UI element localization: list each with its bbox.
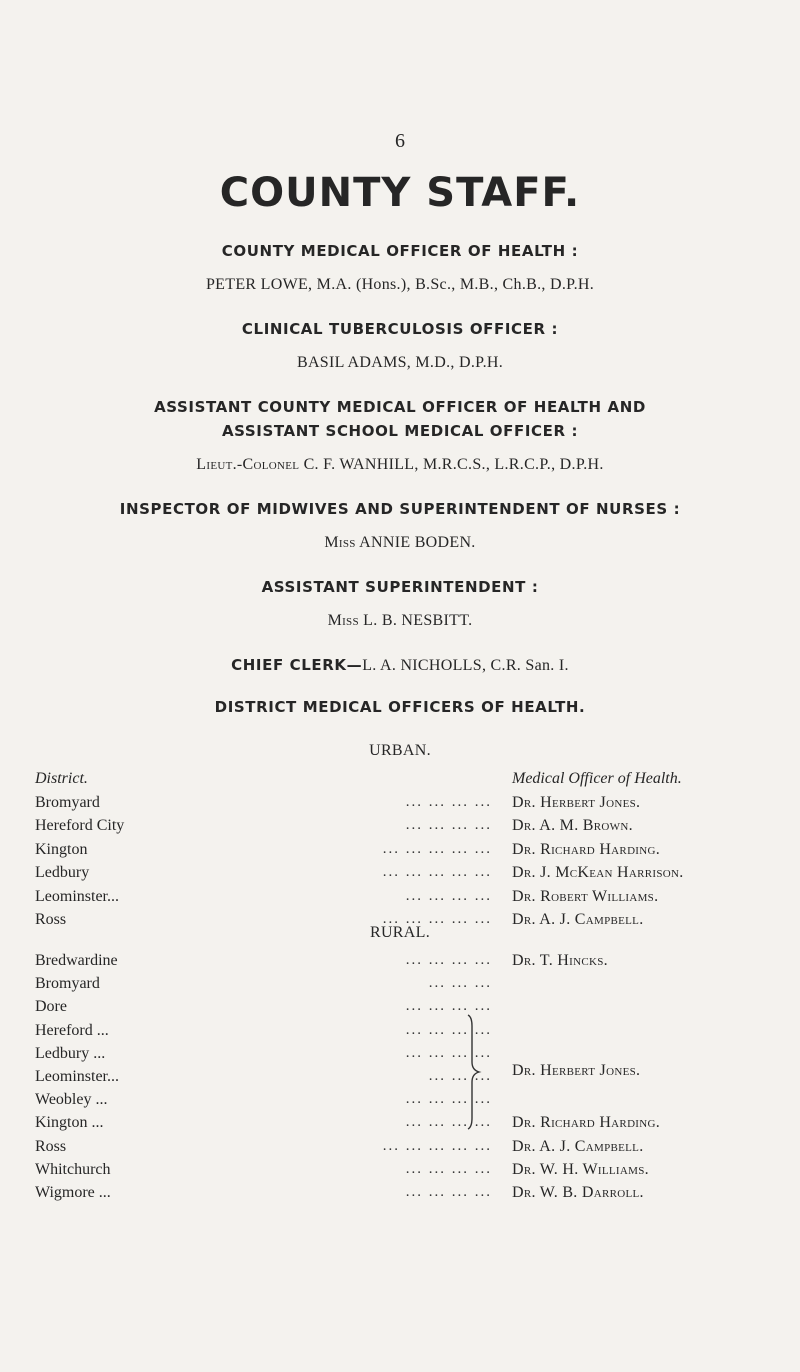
column-header-officer: Medical Officer of Health. — [512, 770, 682, 787]
urban-label: URBAN. — [369, 742, 431, 759]
officer-name: Dr. A. J. Campbell. — [512, 1137, 644, 1155]
district-name: Wigmore ... — [35, 1184, 111, 1201]
officer-role-midwives: INSPECTOR OF MIDWIVES AND SUPERINTENDENT OF NURSES : — [119, 500, 681, 518]
leader-dots: ... ... ... ... — [405, 952, 492, 968]
officer-name-midwives: Miss ANNIE BODEN. — [324, 534, 476, 551]
officer-name-tb: BASIL ADAMS, M.D., D.P.H. — [296, 354, 504, 371]
officer-name: Dr. W. B. Darroll. — [512, 1184, 644, 1201]
leader-dots: ... ... ... ... — [405, 1114, 492, 1131]
leader-dots: ... ... ... ... — [405, 1021, 492, 1038]
leader-dots: ... ... ... ... ... — [382, 911, 492, 927]
leader-dots: ... ... ... ... — [405, 1044, 492, 1061]
leader-dots: ... ... ... ... — [405, 887, 492, 904]
district-name: Ross — [35, 911, 67, 928]
leader-dots: ... ... ... ... — [405, 817, 492, 834]
district-name: Kington ... — [35, 1114, 104, 1132]
column-header-district: District. — [35, 770, 88, 787]
officer-name: Dr. Robert Williams. — [512, 887, 659, 905]
leader-dots: ... ... ... ... ... — [382, 1137, 492, 1154]
leader-dots: ... ... ... ... — [405, 794, 492, 810]
officer-name: Dr. A. M. Brown. — [512, 817, 633, 835]
leader-dots: ... ... ... ... — [405, 1091, 492, 1108]
district-name: Whitchurch — [35, 1160, 111, 1178]
leader-dots: ... ... ... ... — [405, 998, 492, 1015]
page-number: 6 — [395, 130, 405, 152]
grouping-brace — [462, 1012, 486, 1132]
district-name: Ross — [35, 1137, 67, 1155]
officer-name-acmoh: Lieut.-Colonel C. F. WANHILL, M.R.C.S., L.R.C.P., D.P.H. — [196, 456, 604, 473]
district-name: Ledbury ... — [35, 1044, 106, 1062]
page-title: COUNTY STAFF. — [219, 170, 581, 216]
leader-dots: ... ... ... — [428, 975, 492, 992]
district-name: Leominster... — [35, 887, 119, 905]
officer-role-tb: CLINICAL TUBERCULOSIS OFFICER : — [241, 320, 559, 338]
officer-name: Dr. Richard Harding. — [512, 1114, 661, 1132]
officer-name: Dr. A. J. Campbell. — [512, 911, 644, 928]
district-name: Dore — [35, 998, 67, 1016]
officer-role-asst-superintendent: ASSISTANT SUPERINTENDENT : — [261, 578, 539, 596]
leader-dots: ... ... ... ... — [405, 1160, 492, 1177]
rural-label: RURAL. — [369, 924, 431, 941]
rural-group-officer: Dr. Herbert Jones. — [512, 1062, 641, 1079]
officer-name-asst-superintendent: Miss L. B. NESBITT. — [327, 612, 473, 629]
district-name: Bromyard — [35, 975, 100, 993]
district-name: Hereford City — [35, 817, 125, 835]
leader-dots: ... ... ... — [428, 1068, 492, 1084]
officer-role-cmoh: COUNTY MEDICAL OFFICER OF HEALTH : — [221, 242, 579, 260]
chief-clerk-role: CHIEF CLERK— — [231, 656, 363, 674]
chief-clerk-name: L. A. NICHOLLS, C.R. San. I. — [362, 657, 569, 674]
district-name: Kington — [35, 840, 88, 858]
officer-role-acmoh-line2: ASSISTANT SCHOOL MEDICAL OFFICER : — [221, 422, 579, 440]
district-name: Weobley ... — [35, 1091, 108, 1109]
officer-name: Dr. Richard Harding. — [512, 840, 661, 858]
officer-name-cmoh: PETER LOWE, M.A. (Hons.), B.Sc., M.B., Ch.B., D.P.H. — [205, 276, 595, 293]
leader-dots: ... ... ... ... ... — [382, 840, 492, 857]
officer-name: Dr. J. McKean Harrison. — [512, 864, 684, 882]
officer-role-acmoh-line1: ASSISTANT COUNTY MEDICAL OFFICER OF HEALTH AND — [154, 398, 646, 416]
district-name: Leominster... — [35, 1068, 119, 1085]
officer-name: Dr. T. Hincks. — [512, 952, 608, 969]
district-heading: DISTRICT MEDICAL OFFICERS OF HEALTH. — [214, 698, 586, 716]
district-name: Hereford ... — [35, 1021, 109, 1039]
officer-name: Dr. Herbert Jones. — [512, 794, 641, 811]
leader-dots: ... ... ... ... — [405, 1184, 492, 1200]
district-name: Bromyard — [35, 794, 100, 811]
leader-dots: ... ... ... ... ... — [382, 864, 492, 881]
district-name: Ledbury — [35, 864, 90, 882]
chief-clerk-line — [0, 656, 800, 675]
district-name: Bredwardine — [35, 952, 118, 969]
officer-name: Dr. W. H. Williams. — [512, 1160, 649, 1178]
